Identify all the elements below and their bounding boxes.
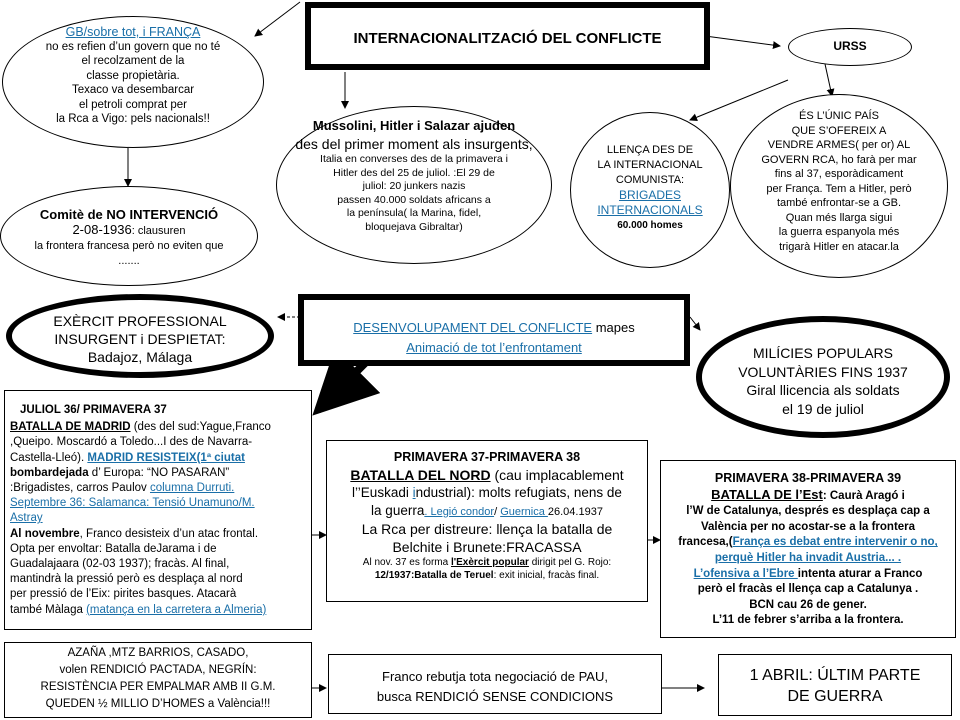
p3738-text: / <box>494 505 501 518</box>
comite-date-line <box>1 222 257 239</box>
gb-text-line: Texaco va desembarcar <box>71 84 195 96</box>
milicies-populars-ellipse <box>696 316 950 438</box>
p3839-line <box>661 535 955 551</box>
p3738-text: Al nov. 37 es forma <box>362 557 451 568</box>
axis-text-line: Hitler des del 25 de juliol. :El 29 de <box>333 166 495 179</box>
desenvolupament-box <box>298 294 690 366</box>
p3839-line: però el fracàs el llença cap a Catalunya . <box>697 583 919 596</box>
p3839-text: francesa,( <box>678 536 733 549</box>
gb-text-line: no es refien d’un govern que no té <box>45 40 221 53</box>
juliol-line <box>10 481 311 496</box>
axis-subtitle: des del primer moment als insurgents, <box>295 136 533 152</box>
p3738-line <box>327 569 647 582</box>
ofensiva-ebre-link[interactable]: L’ofensiva a l’Ebre <box>693 567 798 580</box>
juliol-line <box>10 527 311 542</box>
azana-line: QUEDEN ½ MILLIO D’HOMES a València!!! <box>45 698 271 710</box>
azana-box <box>4 642 312 718</box>
abril-line: DE GUERRA <box>787 688 883 705</box>
franco-line: busca RENDICIÓ SENSE CONDICIONS <box>376 689 614 704</box>
juliol-line <box>10 466 311 481</box>
industrial-link[interactable]: i <box>412 485 416 500</box>
comite-text-line: ....... <box>118 255 140 267</box>
madrid-resisteix-link[interactable]: MADRID RESISTEIX(1ª ciutat <box>87 451 245 464</box>
juliol-text: , Franco desisteix d’un atac frontal. <box>79 527 259 540</box>
franco-rebutja-box <box>328 654 662 714</box>
milicies-text-line: Giral llicencia als soldats <box>746 382 900 398</box>
mapes-text: mapes <box>592 320 635 335</box>
urss-text-line: trigarà Hitler en atacar.la <box>779 240 899 253</box>
astray-link[interactable]: Astray <box>10 512 43 525</box>
p3839-heading: PRIMAVERA 38-PRIMAVERA 39 <box>714 471 902 485</box>
brigades-count: 60.000 homes <box>617 220 683 231</box>
bombardejada-text: bombardejada <box>10 466 89 479</box>
p3738-line <box>327 502 647 522</box>
juliol-text: d’ Europa: “NO PASARAN” <box>88 466 230 479</box>
urss-text-line: fins al 37, esporàdicament <box>774 168 904 180</box>
azana-line: RESISTÈNCIA PER EMPALMAR AMB II G.M. <box>40 681 276 693</box>
axis-text-line: juliol: 20 junkers nazis <box>362 180 466 192</box>
juliol-line: Opta per envoltar: Batalla deJarama i de <box>10 542 217 555</box>
p3738-text: la guerra <box>371 502 425 518</box>
p3839-line: l’W de Catalunya, després es desplaça cap a <box>686 505 930 518</box>
juliol-line: mantindrà la pressió però es desplaça al nord <box>10 573 243 586</box>
internacionals-link[interactable]: INTERNACIONALS <box>597 203 703 217</box>
p3839-line <box>661 487 955 505</box>
legio-condor-link[interactable]: . Legió condor <box>424 505 495 518</box>
p3738-line: Belchite i Brunete:FRACASSA <box>392 538 582 555</box>
p3738-line <box>327 484 647 502</box>
brigades-link[interactable]: BRIGADES <box>618 188 681 202</box>
batalla-teruel: 12/1937:Batalla de Teruel <box>374 570 494 581</box>
juliol-line <box>10 451 311 466</box>
ultim-parte-box <box>718 654 952 716</box>
batalla-madrid: BATALLA DE MADRID <box>10 421 131 434</box>
juliol-line: ,Queipo. Moscardó a Toledo...I des de Navarra- <box>10 436 253 449</box>
juliol-line <box>10 420 311 435</box>
exercit-popular: l'Exèrcit popular <box>450 557 529 568</box>
franco-line: Franco rebutja tota negociació de PAU, <box>382 669 608 684</box>
p3839-line: BCN cau 26 de gener. <box>749 598 867 611</box>
milicies-text-line: el 19 de juliol <box>782 400 864 417</box>
urss-text-line: ÉS L’ÚNIC PAÍS <box>799 110 879 122</box>
brigades-text-line: COMUNISTA: <box>615 174 685 186</box>
juliol-text: Castella-Lleó). <box>10 451 88 464</box>
urss-label: URSS <box>833 39 867 53</box>
batalla-est: BATALLA DE l’Est <box>711 486 823 502</box>
exercit-text-line: EXÈRCIT PROFESSIONAL <box>53 313 227 329</box>
desenvolupament-link[interactable]: DESENVOLUPAMENT DEL CONFLICTE <box>353 320 593 335</box>
comite-text-line: la frontera francesa però no eviten que <box>34 240 224 252</box>
juliol-text: també Màlaga <box>10 603 87 616</box>
gb-text-line: el recolzament de la <box>81 55 185 67</box>
gb-text-line: la Rca a Vigo: pels nacionals!! <box>56 113 210 125</box>
comite-no-intervencio-ellipse <box>0 186 258 286</box>
brigades-text-line: LA INTERNACIONAL <box>597 159 703 171</box>
juliol-text: :Brigadistes, carros Paulov <box>10 482 150 495</box>
brigades-internacionals-ellipse <box>570 112 730 268</box>
exercit-text-line: Badajoz, Málaga <box>87 349 193 365</box>
juliol-text: (des del sud:Yague,Franco <box>130 421 271 434</box>
brigades-text-line: LLENÇA DES DE <box>606 144 694 156</box>
p3738-text: : exit inicial, fracàs final. <box>493 570 600 581</box>
p3738-heading: PRIMAVERA 37-PRIMAVERA 38 <box>393 450 581 464</box>
juliol-line <box>10 603 311 618</box>
salamanca-link[interactable]: Septembre 36: Salamanca: Tensió Unamuno/M. <box>10 497 255 510</box>
p3839-text: : Caurà Aragó i <box>822 489 905 502</box>
juliol-line: per pressió de l’Eix: pirites basques. Atacarà <box>10 588 237 601</box>
axis-text-line: Italia en converses des de la primavera i <box>320 153 508 165</box>
franca-debat-link[interactable]: França es debat entre intervenir o no, <box>732 536 938 549</box>
guernica-date: 26.04.1937 <box>547 505 603 518</box>
page-title: INTERNACIONALITZACIÓ DEL CONFLICTE <box>305 2 710 70</box>
primavera-38-39-box <box>660 460 956 638</box>
al-novembre: Al novembre <box>10 527 80 540</box>
p3839-line: València per no acostar-se a la frontera <box>700 520 916 533</box>
p3738-text: l’’Euskadi <box>352 485 413 500</box>
gb-text-line: el petroli comprat per <box>78 98 188 111</box>
abril-line: 1 ABRIL: ÚLTIM PARTE <box>749 667 921 684</box>
gb-france-ellipse <box>2 16 264 148</box>
comite-date-rest: : clausuren <box>131 225 186 237</box>
axis-text-line: la península( la Marina, fidel, <box>346 207 482 219</box>
p3738-line <box>327 467 647 485</box>
batalla-nord: BATALLA DEL NORD <box>350 466 491 483</box>
urss-text-line: per França. Tem a Hitler, però <box>766 182 912 195</box>
milicies-text-line: VOLUNTÀRIES FINS 1937 <box>738 363 908 380</box>
axis-title: Mussolini, Hitler i Salazar ajuden <box>312 118 516 133</box>
p3738-line: La Rca per distreure: llença la batalla de <box>361 521 613 537</box>
urss-unic-pais-ellipse <box>730 94 948 278</box>
urss-ellipse <box>788 28 912 66</box>
gb-france-link[interactable]: GB/sobre tot, i FRANÇA <box>65 25 201 39</box>
p3839-line: L’11 de febrer s’arriba a la frontera. <box>712 614 904 627</box>
juliol-heading: JULIOL 36/ PRIMAVERA 37 <box>20 404 167 416</box>
comite-title: Comitè de NO INTERVENCIÓ <box>39 207 219 222</box>
urss-text-line: VENDRE ARMES( per or) AL <box>767 139 911 151</box>
mussolini-hitler-salazar-ellipse <box>276 106 552 264</box>
guernica-link[interactable]: Guernica <box>500 505 548 518</box>
p3738-text: ndustrial): molts refugiats, nens de <box>415 485 622 500</box>
exercit-professional-ellipse <box>6 294 274 378</box>
p3738-text: dirigit pel G. Rojo: <box>528 557 612 568</box>
desenvolupament-line <box>304 318 684 338</box>
urss-text-line: GOVERN RCA, ho farà per mar <box>761 153 917 166</box>
animacio-link[interactable]: Animació de tot l’enfrontament <box>406 340 582 355</box>
urss-text-line: Quan més llarga sigui <box>785 211 893 224</box>
juliol-line: Guadalajaara (02-03 1937); fracàs. Al final, <box>10 558 230 571</box>
milicies-text-line: MILÍCIES POPULARS <box>752 345 894 361</box>
exercit-text-line: INSURGENT i DESPIETAT: <box>54 331 226 347</box>
hitler-austria-link[interactable]: perquè Hitler ha invadit Austria... . <box>714 551 902 564</box>
urss-text-line: també enfrontar-se a GB. <box>776 197 902 209</box>
axis-text-line: bloquejava Gibraltar) <box>365 220 463 233</box>
azana-line: AZAÑA ,MTZ BARRIOS, CASADO, <box>67 647 249 659</box>
urss-text-line: la guerra espanyola més <box>778 226 900 238</box>
comite-date: 2-08-1936 <box>72 222 132 237</box>
juliol-36-box <box>4 390 312 630</box>
matanca-almeria-link[interactable]: (matança en la carretera a Almeria) <box>86 603 267 616</box>
p3738-text: (cau implacablement <box>490 466 624 483</box>
primavera-37-38-box <box>326 440 648 602</box>
p3839-line <box>661 567 955 583</box>
columna-durruti-link[interactable]: columna Durruti. <box>149 482 235 495</box>
p3738-line <box>327 556 647 569</box>
gb-text-line: classe propietària. <box>86 69 180 82</box>
urss-text-line: QUE S’OFEREIX A <box>791 124 887 137</box>
axis-text-line: passen 40.000 soldats africans a <box>337 193 491 206</box>
p3839-text: intenta aturar a Franco <box>797 567 923 580</box>
azana-line: volen RENDICIÓ PACTADA, NEGRÍN: <box>59 664 257 676</box>
